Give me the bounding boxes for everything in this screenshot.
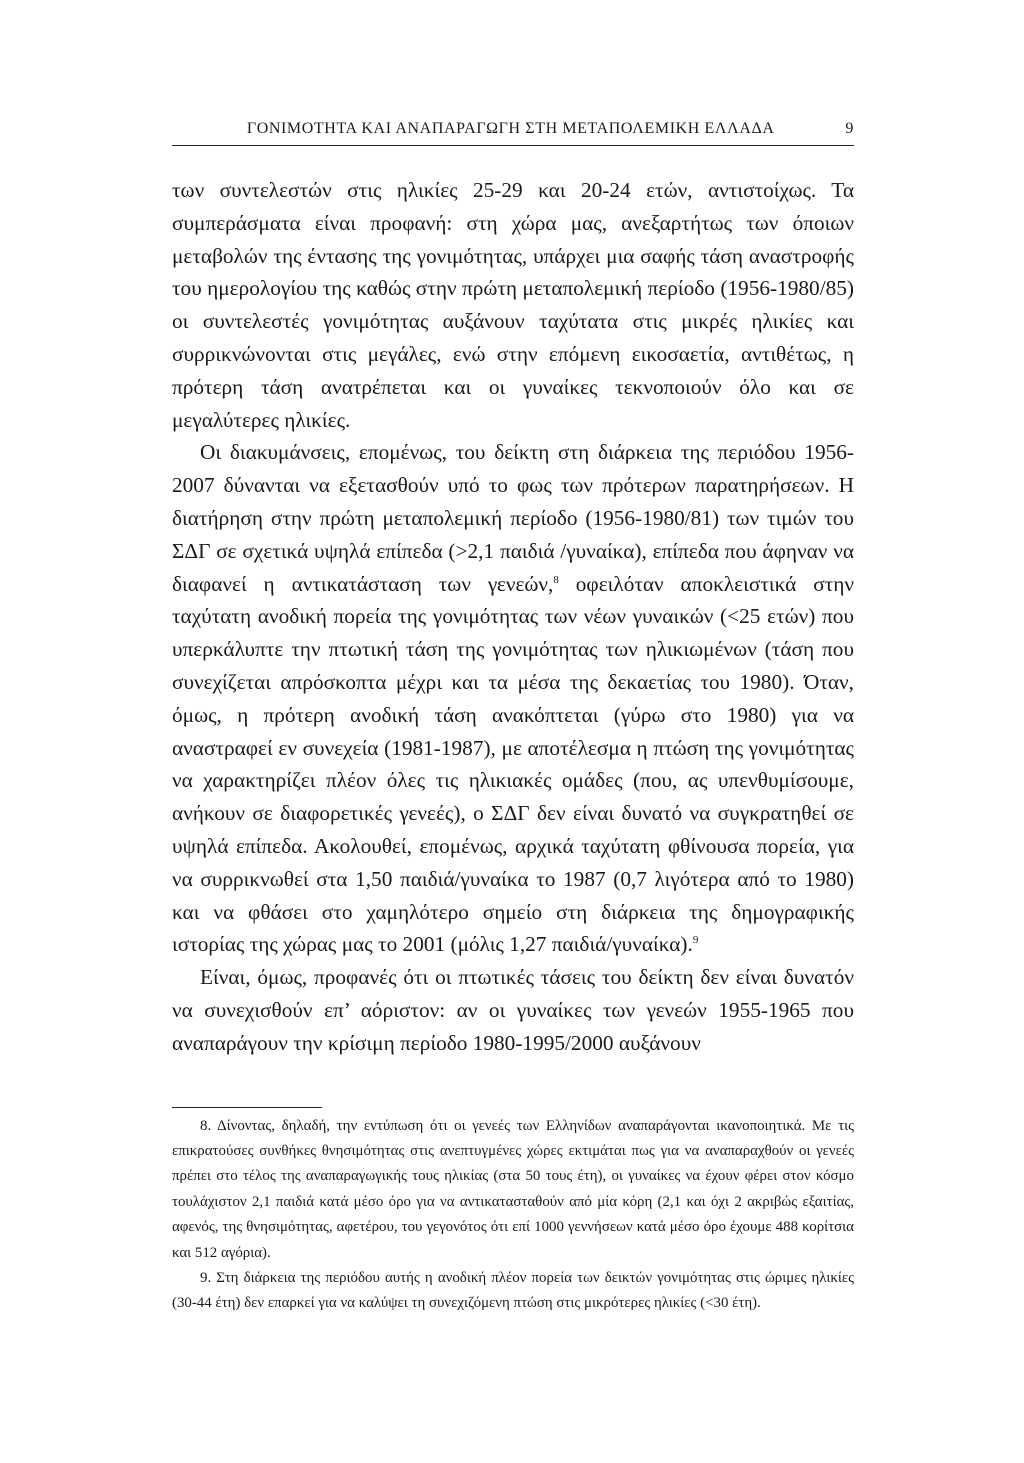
footnotes	[172, 1114, 854, 1317]
footnote-ref-8[interactable]: 8	[553, 573, 559, 586]
paragraph-2	[172, 436, 854, 961]
paragraph-1-text: των συντελεστών στις ηλικίες 25-29 και 20-24 ετών, αντιστοίχως. Τα συμπεράσματα είναι προφανή: στη χώρα μας, ανεξαρτήτως των όποιων μεταβολών της έντασης της γονιμότητας, υπάρχει μια σαφής τάση αναστροφής του ημερολογίου της καθώς στην πρώτη μεταπολεμική περίοδο (1956-1980/85) οι συντελεστές γονιμότητας αυξάνουν ταχύτατα στις μικρές ηλικίες και συρρικνώνονται στις μεγάλες, ενώ στην επόμενη εικοσαετία, αντιθέτως, η πρότερη τάση ανατρέπεται και οι γυναίκες τεκνοποιούν όλο και σε μεγαλύτερες ηλικίες.	[172, 178, 854, 432]
paragraph-3-text: Είναι, όμως, προφανές ότι οι πτωτικές τάσεις του δείκτη δεν είναι δυνατόν να συνεχισθούν επ’ αόριστον: αν οι γυναίκες των γενεών 1955-1965 που αναπαράγουν την κρίσιμη περίοδο 1980-1995/2000 αυξάνουν	[172, 965, 854, 1055]
page-number: 9	[845, 120, 854, 137]
paragraph-2-text-b: οφειλόταν αποκλειστικά στην ταχύτατη ανοδική πορεία της γονιμότητας των νέων γυναικών (<25 ετών) που υπερκάλυπτε την πτωτική τάση της γονιμότητας των ηλικιωμένων (τάση που συνεχίζεται απρόσκοπτα μέχρι και τα μέσα της δεκαετίας του 1980). Όταν, όμως, η πρότερη ανοδική τάση ανακόπτεται (γύρω στο 1980) για να αναστραφεί εν συνεχεία (1981-1987), με αποτέλεσμα η πτώση της γονιμότητας να χαρακτηρίζει πλέον όλες τις ηλικιακές ομάδες (που, ας υπενθυμίσουμε, ανήκουν σε διαφορετικές γενεές), ο ΣΔΓ δεν είναι δυνατό να συγκρατηθεί σε υψηλά επίπεδα. Ακολουθεί, επομένως, αρχικά ταχύτατη φθίνουσα πορεία, για να συρρικνωθεί στα 1,50 παιδιά/γυναίκα το 1987 (0,7 λιγότερα από το 1980) και να φθάσει στο χαμηλότερο σημείο στη διάρκεια της δημογραφικής ιστορίας της χώρας μας το 2001 (μόλις 1,27 παιδιά/γυναίκα).	[172, 571, 854, 957]
paragraph-2-text-a: Οι διακυμάνσεις, επομένως, του δείκτη στη διάρκεια της περιόδου 1956-2007 δύνανται να εξετασθούν υπό το φως των πρότερων παρατηρήσεων. Η διατήρηση στην πρώτη μεταπολεμική περίοδο (1956-1980/81) των τιμών του ΣΔΓ σε σχετικά υψηλά επίπεδα (>2,1 παιδιά /γυναίκα), επίπεδα που άφηναν να διαφανεί η αντικατάσταση των γενεών,	[172, 440, 854, 596]
running-header	[172, 120, 854, 146]
footnote-separator	[172, 1107, 322, 1108]
footnote-8: 8. Δίνοντας, δηλαδή, την εντύπωση ότι οι γενεές των Ελληνίδων αναπαράγονται ικανοποιητικά. Με τις επικρατούσες συνθήκες θνησιμότητας στις ανεπτυγμένες χώρες εκτιμάται πως για να αναπαραχθούν οι γενεές πρέπει στο τέλος της αναπαραγωγικής τους ηλικίας (στα 50 τους έτη), οι γυναίκες να έχουν φέρει στον κόσμο τουλάχιστον 2,1 παιδιά κατά μέσο όρο για να αντικατασταθούν από μία κόρη (2,1 και όχι 2 ακριβώς εξαιτίας, αφενός, της θνησιμότητας, αφετέρου, του γεγονότος ότι επί 1000 γεννήσεων κατά μέσο όρο έχουμε 488 κορίτσια και 512 αγόρια).	[172, 1117, 854, 1261]
footnote-ref-9[interactable]: 9	[692, 934, 699, 947]
body-text	[172, 174, 854, 1060]
footnote-9: 9. Στη διάρκεια της περιόδου αυτής η ανοδική πλέον πορεία των δεικτών γονιμότητας στις ώριμες ηλικίες (30-44 έτη) δεν επαρκεί για να καλύψει τη συνεχιζόμενη πτώση στις μικρότερες ηλικίες (<30 έτη).	[172, 1269, 854, 1312]
paragraph-1	[172, 174, 854, 436]
paragraph-3	[172, 961, 854, 1059]
document-page	[172, 120, 854, 1317]
running-title: ΓΟΝΙΜΟΤΗΤΑ ΚΑΙ ΑΝΑΠΑΡΑΓΩΓΗ ΣΤΗ ΜΕΤΑΠΟΛΕΜΙΚΗ ΕΛΛΑΔΑ	[246, 120, 775, 137]
